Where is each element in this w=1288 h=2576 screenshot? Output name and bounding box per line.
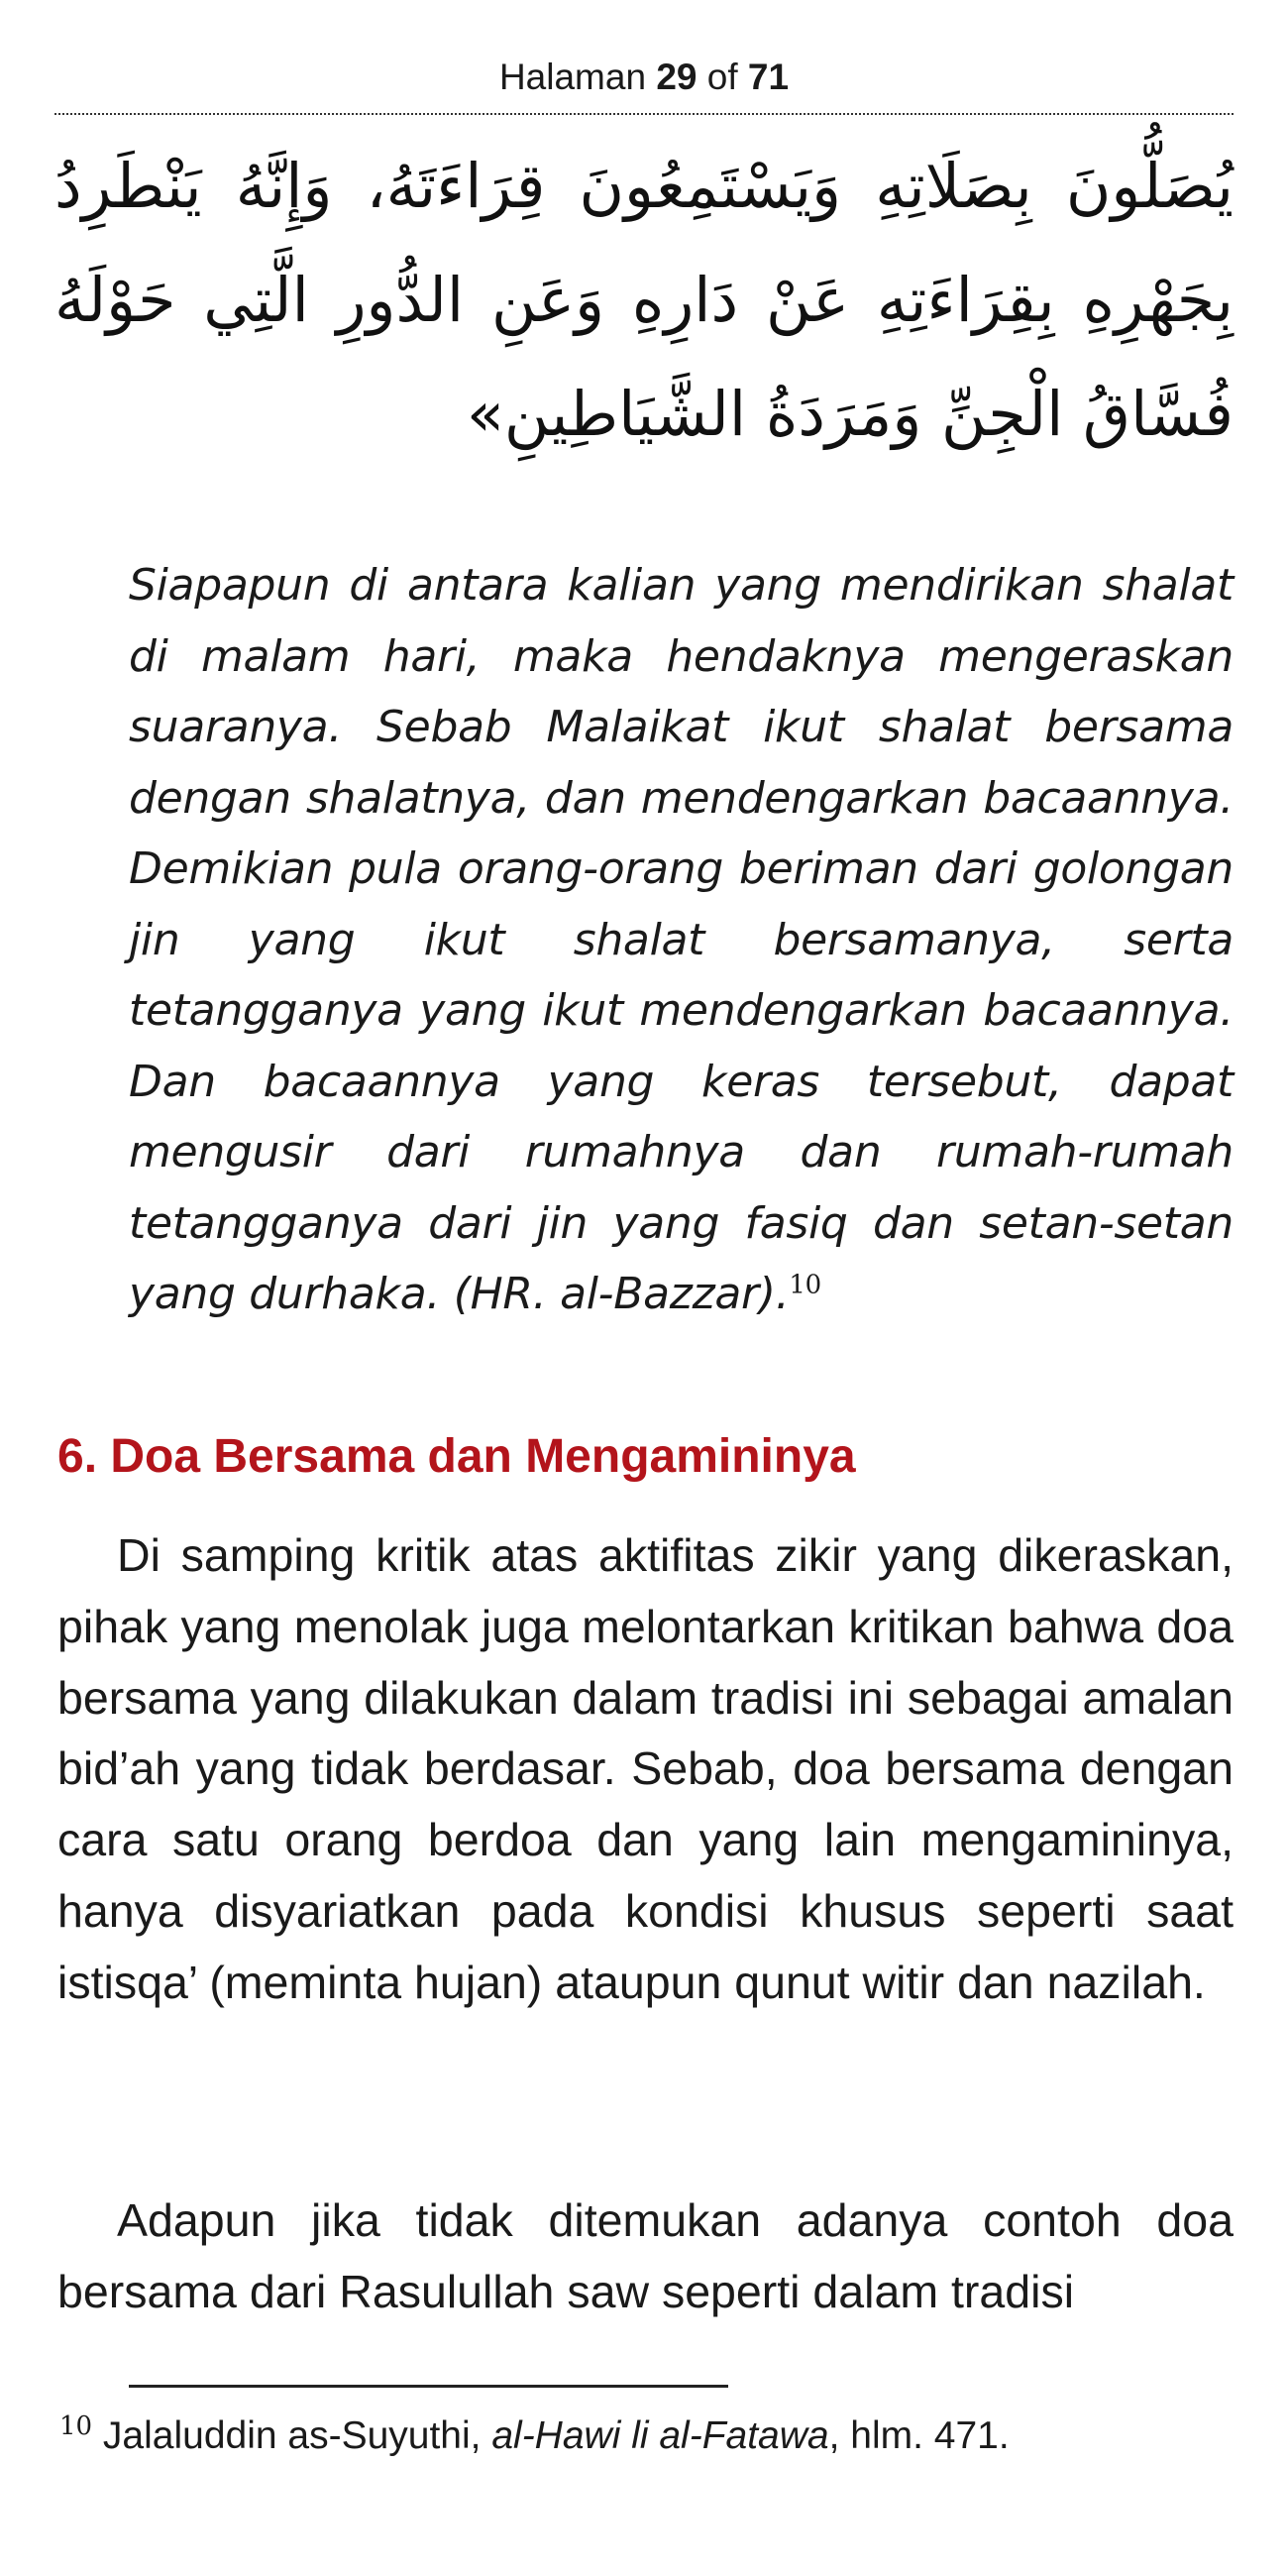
footnote-title: al-Hawi li al-Fatawa — [491, 2414, 829, 2457]
body-paragraph: Di samping kritik atas aktifitas zikir yang dikeraskan, pihak yang menolak juga melontarkan kritikan bahwa doa bersama yang dilakukan dalam tradisi ini sebagai amalan bid’ah yang tidak berdasar. Sebab, doa bersama dengan cara satu orang berdoa dan yang lain mengamininya, hanya disyariatkan pada kondisi khusus seperti saat istisqa’ (meminta hujan) ataupun qunut witir dan nazilah. — [57, 1529, 1234, 2008]
footnote — [59, 2410, 1010, 2462]
quote-text: Siapapun di antara kalian yang mendirikan shalat di malam hari, maka hendaknya mengeraskan suaranya. Sebab Malaikat ikut shalat bersama dengan shalatnya, dan mendengarkan bacaannya. Demikian pula orang-orang beriman dari golongan jin yang ikut shalat bersamanya, serta tetangganya yang ikut mendengarkan bacaannya. Dan bacaannya yang keras tersebut, dapat mengusir dari rumahnya dan rumah-rumah tetangganya dari jin yang fasiq dan setan-setan yang durhaka. (HR. al-Bazzar). — [129, 560, 1234, 1319]
header-of: of — [697, 56, 748, 97]
footnote-author: Jalaluddin as-Suyuthi, — [92, 2414, 492, 2457]
arabic-hadith-text: يُصَلُّونَ بِصَلَاتِهِ وَيَسْتَمِعُونَ قِرَاءَتَهُ، وَإِنَّهُ يَنْطَرِدُ بِجَهْرِهِ بِقِرَاءَتِهِ عَنْ دَارِهِ وَعَنِ الدُّورِ الَّتِي حَوْلَهُ فُسَّاقُ الْجِنِّ وَمَرَدَةُ الشَّيَاطِينِ» — [54, 150, 1234, 450]
section-heading: 6. Doa Bersama dan Mengamininya — [57, 1430, 856, 1483]
total-page-count: 71 — [747, 56, 790, 97]
body-paragraph: Adapun jika tidak ditemukan adanya contoh doa bersama dari Rasulullah saw seperti dalam tradisi — [57, 2194, 1234, 2317]
header-divider — [54, 113, 1234, 115]
header-prefix: Halaman — [498, 56, 657, 97]
page-header — [54, 56, 1234, 99]
footnote-number: 10 — [59, 2411, 93, 2441]
footnote-page: , hlm. 471. — [828, 2414, 1010, 2457]
footnote-divider — [129, 2385, 728, 2388]
hadith-translation-quote — [129, 550, 1234, 1330]
current-page-number: 29 — [656, 56, 698, 97]
footnote-reference[interactable]: 10 — [789, 1270, 821, 1300]
